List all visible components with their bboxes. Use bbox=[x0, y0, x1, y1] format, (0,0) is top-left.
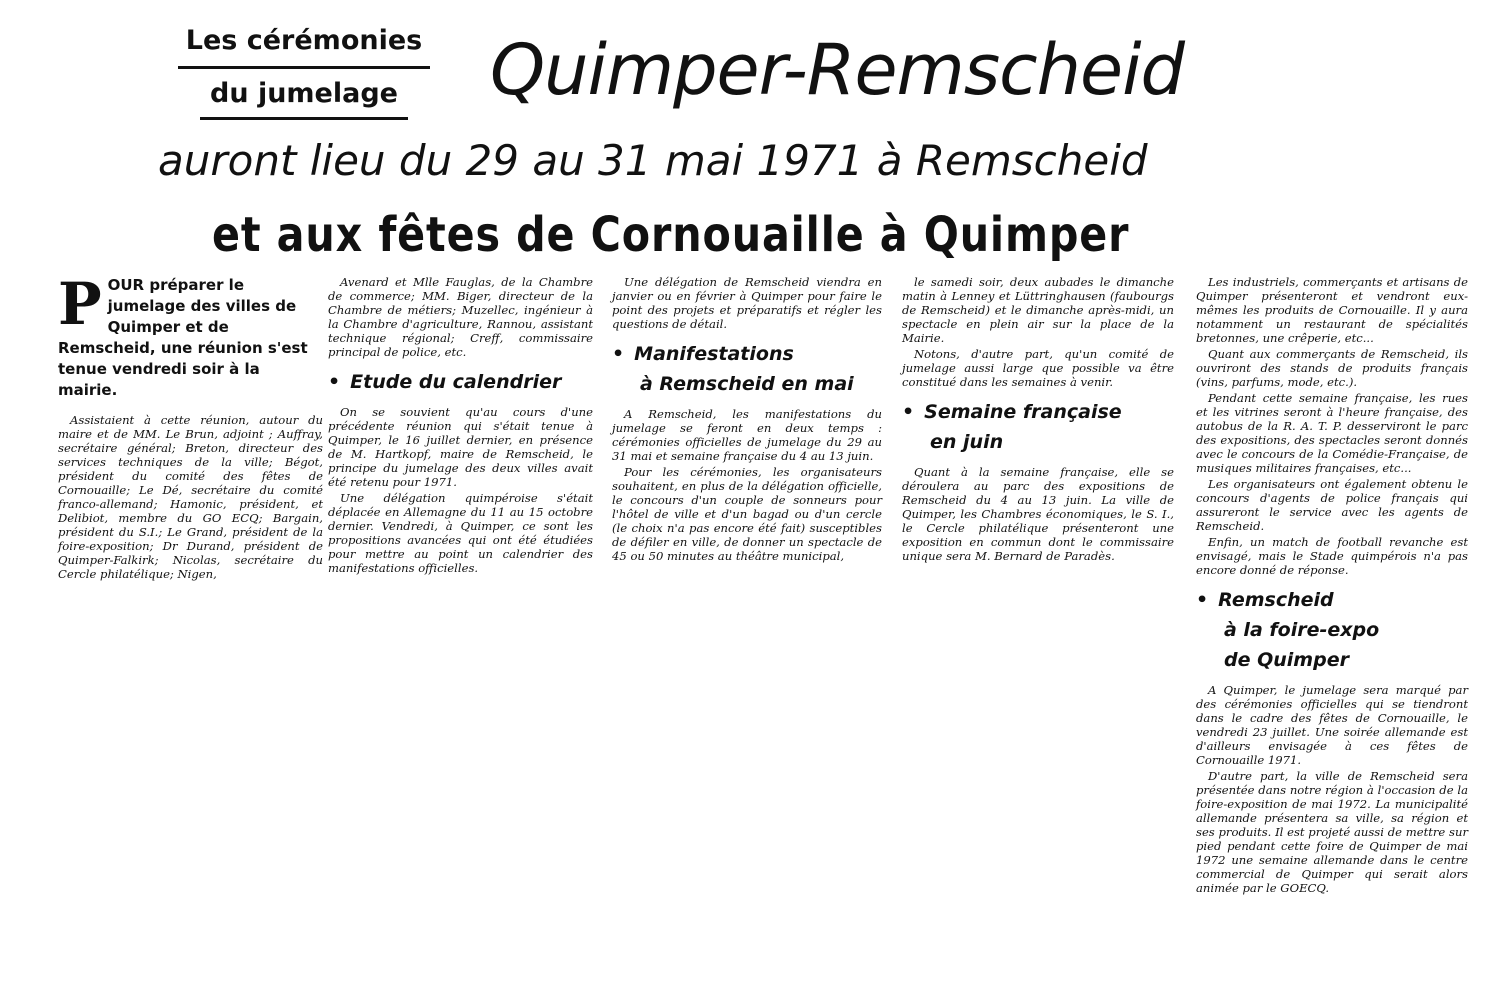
paragraph: Une délégation de Remscheid viendra en janvier ou en février à Quimper pour faire le point des projets et préparatifs et régler les questions de détail. bbox=[612, 275, 882, 331]
paragraph: Avenard et Mlle Fauglas, de la Chambre de commerce; MM. Biger, directeur de la Chambre de métiers; Muzellec, ingénieur à la Chambre d'agriculture, Rannou, assistant technique régional; Creff, commissaire principal de police, etc. bbox=[328, 275, 593, 359]
lead-text: OUR préparer le jumelage des villes de Quimper et de Remscheid, une réunion s'est tenue vendredi soir à la mairie. bbox=[58, 276, 308, 399]
column-1 bbox=[58, 270, 323, 583]
paragraph: A Quimper, le jumelage sera marqué par des cérémonies officielles qui se tiendront dans le cadre des fêtes de Cornouaille, le vendredi 23 juillet. Une soirée allemande est d'ailleurs envisagée à ces fêtes de Cornouaille 1971. bbox=[1196, 683, 1468, 767]
paragraph: Enfin, un match de football revanche est envisagé, mais le Stade quimpérois n'a pas encore donné de réponse. bbox=[1196, 535, 1468, 577]
lead-paragraph bbox=[58, 270, 323, 401]
headline: Quimper-Remscheid bbox=[490, 29, 1184, 111]
section-heading-calendrier bbox=[328, 367, 593, 397]
section-heading-manifestations bbox=[612, 339, 882, 399]
section-heading-line-3: de Quimper bbox=[1224, 649, 1349, 671]
column-4 bbox=[902, 275, 1174, 565]
paragraph: Les organisateurs ont également obtenu le concours d'agents de police français qui assureront le service avec les agents de Remscheid. bbox=[1196, 477, 1468, 533]
paragraph: Une délégation quimpéroise s'était déplacée en Allemagne du 11 au 15 octobre dernier. Vendredi, à Quimper, ce sont les propositions avancées qui ont été étudiées pour mettre au point un calendrier des manifestations officielles. bbox=[328, 491, 593, 575]
paragraph: On se souvient qu'au cours d'une précédente réunion qui s'était tenue à Quimper, le 16 juillet dernier, en présence de M. Hartkopf, maire de Remscheid, le principe du jumelage des deux villes avait été retenu pour 1971. bbox=[328, 405, 593, 489]
paragraph: Pendant cette semaine française, les rues et les vitrines seront à l'heure française, des autobus de la R. A. T. P. desserviront le parc des expositions, des spectacles seront donnés avec le concours de la Comédie-Française, de musiques militaires françaises, etc... bbox=[1196, 391, 1468, 475]
paragraph: D'autre part, la ville de Remscheid sera présentée dans notre région à l'occasion de la foire-exposition de mai 1972. La municipalité allemande présentera sa ville, sa région et ses produits. Il est projeté aussi de mettre sur pied pendant cette foire de Quimper de mai 1972 une semaine allemande dans le centre commercial de Quimper qui serait alors animée par le GOECQ. bbox=[1196, 769, 1468, 895]
section-heading-line-1: Manifestations bbox=[634, 343, 794, 365]
section-heading-semaine bbox=[902, 397, 1174, 457]
subheadline-dates: auront lieu du 29 au 31 mai 1971 à Remscheid bbox=[158, 136, 1148, 185]
bullet-icon: • bbox=[1196, 589, 1209, 611]
section-heading-line-1: Remscheid bbox=[1218, 589, 1334, 611]
section-heading-line-2: à la foire-expo bbox=[1224, 619, 1380, 641]
section-heading-line-1: Semaine française bbox=[924, 401, 1122, 423]
column-5 bbox=[1196, 275, 1468, 897]
paragraph: Notons, d'autre part, qu'un comité de jumelage aussi large que possible va être constitué dans les semaines à venir. bbox=[902, 347, 1174, 389]
bullet-icon: • bbox=[328, 371, 341, 393]
column-3 bbox=[612, 275, 882, 565]
section-heading-foire-expo bbox=[1196, 585, 1468, 675]
kicker-line-2: du jumelage bbox=[200, 75, 408, 120]
paragraph: Pour les cérémonies, les organisateurs souhaitent, en plus de la délégation officielle, le concours d'un couple de sonneurs pour l'hôtel de ville et d'un bagad ou d'un cercle (le choix n'a pas encore été fait) susceptibles de défiler en ville, de donner un spectacle de 45 ou 50 minutes au théâtre municipal, bbox=[612, 465, 882, 563]
kicker bbox=[178, 22, 430, 120]
paragraph: Quant à la semaine française, elle se déroulera au parc des expositions de Remscheid du 4 au 13 juin. La ville de Quimper, les Chambres économiques, le S. I., le Cercle philatélique présenteront une exposition en commun dont le commissaire unique sera M. Bernard de Paradès. bbox=[902, 465, 1174, 563]
paragraph: Les industriels, commerçants et artisans de Quimper présenteront et vendront eux-mêmes les produits de Cornouaille. Il y aura notamment un restaurant de spécialités bretonnes, une crêperie, etc... bbox=[1196, 275, 1468, 345]
column-2 bbox=[328, 275, 593, 577]
subheadline-cornouaille: et aux fêtes de Cornouaille à Quimper bbox=[212, 207, 1130, 263]
drop-cap: P bbox=[58, 270, 102, 338]
kicker-line-1: Les cérémonies bbox=[178, 22, 430, 69]
bullet-icon: • bbox=[902, 401, 915, 423]
paragraph: A Remscheid, les manifestations du jumelage se feront en deux temps : cérémonies officielles de jumelage du 29 au 31 mai et semaine française du 4 au 13 juin. bbox=[612, 407, 882, 463]
section-heading-line-2: à Remscheid en mai bbox=[640, 373, 854, 395]
paragraph: Assistaient à cette réunion, autour du maire et de MM. Le Brun, adjoint ; Auffray, secrétaire général; Breton, directeur des services techniques de la ville; Bégot, président du comité des fêtes de Cornouaille; Le Dé, secrétaire du comité franco-allemand; Hamonic, président, et Delibiot, membre du GO ECQ; Bargain, président du S.I.; Le Grand, président de la foire-exposition; Dr Durand, président de Quimper-Falkirk; Nicolas, secrétaire du Cercle philatélique; Nigen, bbox=[58, 413, 323, 581]
paragraph: le samedi soir, deux aubades le dimanche matin à Lenney et Lüttringhausen (faubourgs de Remscheid) et le dimanche après-midi, un spectacle en plein air sur la place de la Mairie. bbox=[902, 275, 1174, 345]
bullet-icon: • bbox=[612, 343, 625, 365]
paragraph: Quant aux commerçants de Remscheid, ils ouvriront des stands de produits français (vins, parfums, mode, etc.). bbox=[1196, 347, 1468, 389]
section-heading-line-2: en juin bbox=[930, 431, 1004, 453]
section-heading-text: Etude du calendrier bbox=[350, 371, 562, 393]
